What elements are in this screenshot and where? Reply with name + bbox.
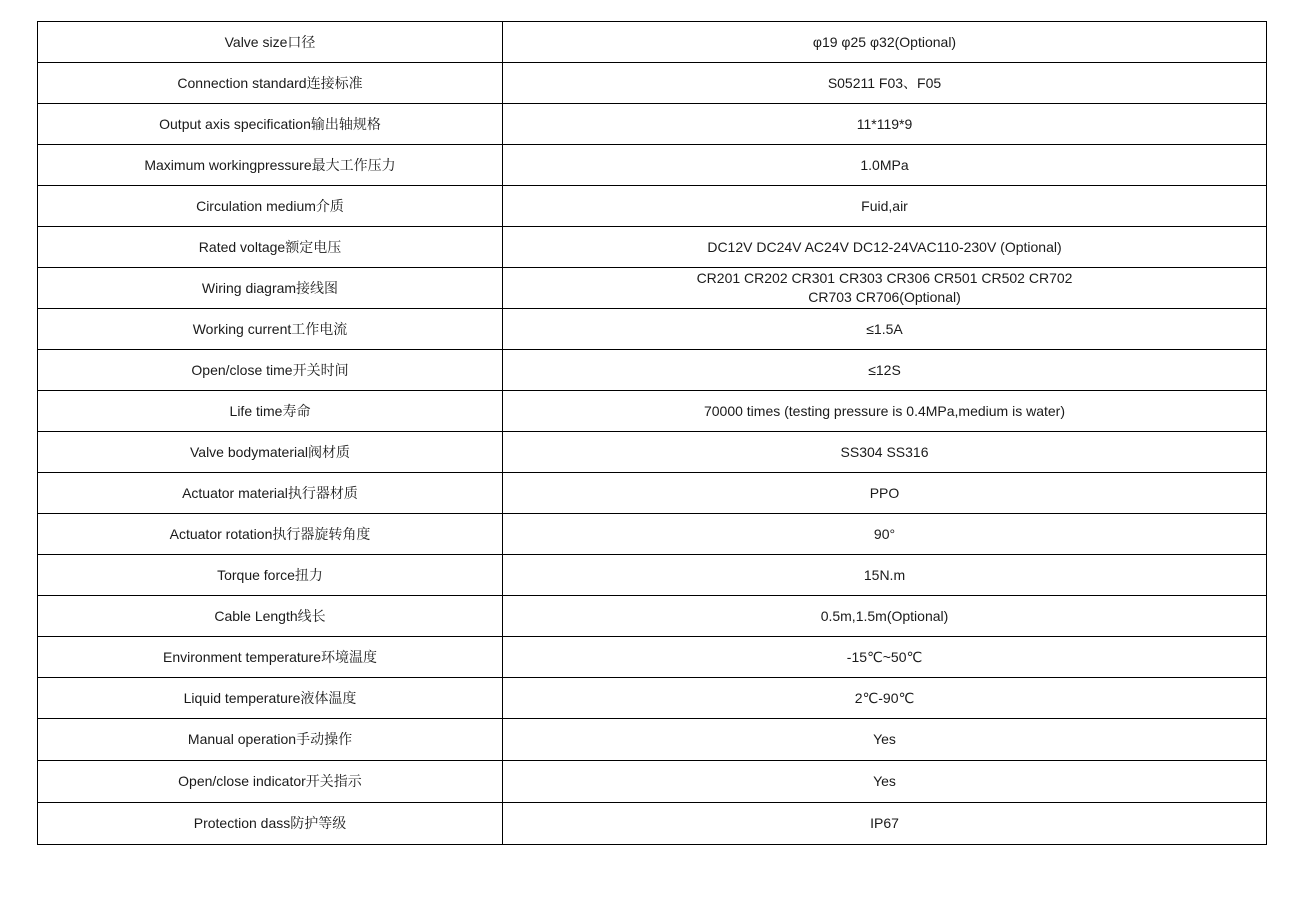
spec-value (503, 391, 1267, 432)
spec-value-text: ≤1.5A (866, 320, 903, 337)
spec-value-text: 90° (873, 525, 896, 542)
spec-label-text: Valve bodymaterial阀材质 (189, 443, 351, 460)
table-row (38, 186, 1267, 227)
spec-value (503, 473, 1267, 514)
spec-label (38, 514, 503, 555)
table-row (38, 803, 1267, 845)
spec-value (503, 309, 1267, 350)
spec-label-text: Working current工作电流 (192, 320, 348, 337)
spec-label (38, 761, 503, 803)
spec-value-text: DC12V DC24V AC24V DC12-24VAC110-230V (Optional) (707, 238, 1062, 255)
spec-label (38, 309, 503, 350)
spec-value (503, 350, 1267, 391)
spec-value (503, 637, 1267, 678)
spec-label-text: Rated voltage额定电压 (198, 238, 342, 255)
spec-label (38, 22, 503, 63)
table-row (38, 637, 1267, 678)
spec-label-text: Connection standard连接标准 (177, 74, 363, 91)
table-row (38, 391, 1267, 432)
spec-value-text: PPO (869, 484, 900, 501)
spec-label (38, 555, 503, 596)
spec-label (38, 104, 503, 145)
spec-value-text: 11*119*9 (856, 115, 913, 132)
spec-value (503, 761, 1267, 803)
spec-label (38, 227, 503, 268)
spec-value-text: S05211 F03、F05 (827, 74, 942, 91)
spec-value-text: φ19 φ25 φ32(Optional) (812, 33, 957, 50)
table-row (38, 145, 1267, 186)
spec-value-text: IP67 (870, 815, 899, 831)
spec-label (38, 637, 503, 678)
spec-table (37, 21, 1267, 845)
spec-label-text: Wiring diagram接线图 (201, 279, 339, 296)
spec-label-text: Liquid temperature液体温度 (183, 689, 357, 706)
spec-label-text: Torque force扭力 (217, 566, 323, 583)
spec-label (38, 145, 503, 186)
spec-value-text: 0.5m,1.5m(Optional) (820, 607, 949, 624)
spec-value-text: 70000 times (testing pressure is 0.4MPa,medium is water) (703, 402, 1066, 419)
spec-label (38, 63, 503, 104)
spec-label-text: Environment temperature环境温度 (163, 648, 377, 665)
table-row (38, 719, 1267, 761)
spec-label-text: Actuator rotation执行器旋转角度 (169, 525, 371, 542)
table-row (38, 350, 1267, 391)
spec-value (503, 719, 1267, 761)
table-row (38, 596, 1267, 637)
spec-label (38, 803, 503, 845)
spec-value-text: 1.0MPa (860, 156, 909, 173)
spec-label-text: Open/close time开关时间 (191, 361, 349, 378)
spec-value-text: Yes (873, 773, 896, 789)
spec-label-text: Manual operation手动操作 (187, 731, 353, 747)
spec-value-text: -15℃~50℃ (846, 648, 923, 665)
spec-value (503, 432, 1267, 473)
spec-value (503, 514, 1267, 555)
spec-value-text: 15N.m (863, 566, 906, 583)
spec-value (503, 63, 1267, 104)
spec-value-text: 2℃-90℃ (854, 689, 915, 706)
spec-label-text: Actuator material执行器材质 (182, 484, 358, 501)
spec-value (503, 186, 1267, 227)
table-row (38, 104, 1267, 145)
spec-label (38, 350, 503, 391)
spec-value-text: Yes (873, 731, 896, 747)
spec-label-text: Protection dass防护等级 (193, 815, 347, 831)
spec-value (503, 227, 1267, 268)
spec-label-text: Life time寿命 (229, 402, 311, 419)
spec-value (503, 678, 1267, 719)
spec-value-text: Fuid,air (861, 197, 908, 214)
spec-value (503, 596, 1267, 637)
spec-value (503, 555, 1267, 596)
table-row (38, 432, 1267, 473)
table-row (38, 555, 1267, 596)
spec-label (38, 186, 503, 227)
spec-label (38, 432, 503, 473)
spec-label-text: Cable Length线长 (214, 607, 326, 624)
table-row (38, 268, 1267, 309)
table-row (38, 22, 1267, 63)
table-row (38, 63, 1267, 104)
spec-label (38, 719, 503, 761)
spec-value-text: SS304 SS316 (840, 443, 929, 460)
table-row (38, 227, 1267, 268)
table-row (38, 678, 1267, 719)
spec-value (503, 268, 1267, 309)
spec-label (38, 678, 503, 719)
spec-value (503, 803, 1267, 845)
spec-label-text: Maximum workingpressure最大工作压力 (144, 156, 396, 173)
spec-label-text: Output axis specification输出轴规格 (159, 115, 381, 132)
spec-label (38, 391, 503, 432)
spec-value (503, 104, 1267, 145)
table-row (38, 761, 1267, 803)
spec-value (503, 145, 1267, 186)
spec-label-text: Circulation medium介质 (196, 197, 344, 214)
spec-label-text: Open/close indicator开关指示 (178, 773, 362, 789)
spec-value (503, 22, 1267, 63)
spec-label (38, 596, 503, 637)
spec-label (38, 473, 503, 514)
table-row (38, 514, 1267, 555)
table-row (38, 309, 1267, 350)
spec-label (38, 268, 503, 309)
spec-value-text: ≤12S (868, 361, 901, 378)
spec-label-text: Valve size口径 (224, 33, 316, 50)
spec-value-text: CR201 CR202 CR301 CR303 CR306 CR501 CR502 CR702 CR703 CR706(Optional) (696, 270, 1073, 305)
table-row (38, 473, 1267, 514)
